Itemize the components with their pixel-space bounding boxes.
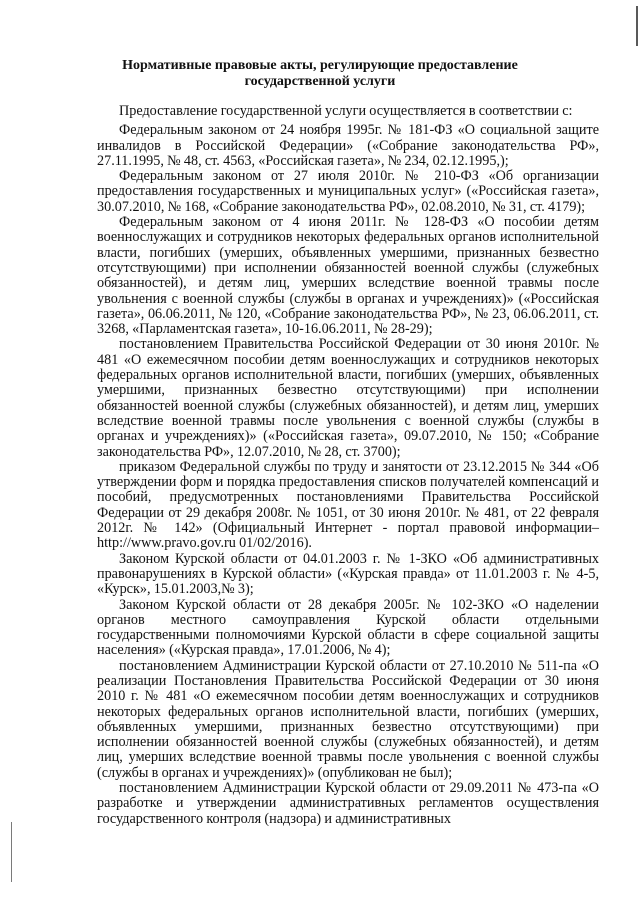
legal-act-paragraph: приказом Федеральной службы по труду и занятости от 23.12.2015 № 344 «Об утверждении форм и порядка предоставления списков получателей компенсаций и пособий, предусмотренных постановлениями Правительства Российской Федерации от 29 декабря 2008г. № 1051, от 30 июня 2010г. № 481, от 22 февраля 2012г. № 142» (Официальный Интернет - портал правовой информации–http://www.pravo.gov.ru 01/02/2016). [97,458,599,552]
legal-act-paragraph: Федеральным законом от 27 июля 2010г. № 210-ФЗ «Об организации предоставления государственных и муниципальных услуг» («Российская газета», 30.07.2010, № 168, «Собрание законодательства РФ», 02.08.2010, № 31, ст. 4179); [97,168,599,215]
scan-edge-mark [11,822,12,882]
legal-act-paragraph: постановлением Администрации Курской области от 27.10.2010 № 511-па «О реализации Постановления Правительства Российской Федерации от 30 июня 2010 г. № 481 «О ежемесячном пособии детям военнослужащих и сотрудников некоторых федеральных органов исполнительной власти, погибших (умерших, объявленных умершими, признанных безвестно отсутствующими) при исполнении обязанностей военной службы (служебных обязанностей), и детям лиц, умерших вследствие военной травмы после увольнения с военной службы (службы в органах и учреждениях)» (опубликован не был); [97,657,599,781]
title-line: Нормативные правовые акты, регулирующие предоставление [122,58,518,73]
legal-act-paragraph: Законом Курской области от 28 декабря 2005г. № 102-ЗКО «О наделении органов местного самоуправления Курской области отдельными государственными полномочиями Курской области в сфере социальной защиты населения» («Курская правда», 17.01.2006, № 4); [97,596,599,659]
legal-act-paragraph: Законом Курской области от 04.01.2003 г. № 1-ЗКО «Об административных правонарушениях в Курской области» («Курская правда» от 11.01.2003 г. № 4-5, «Курск», 15.01.2003,№ 3); [97,550,599,598]
title-line: государственной услуги [244,74,396,89]
page-title [110,58,530,90]
scan-edge-mark [636,6,638,46]
intro-paragraph: Предоставление государственной услуги осуществляется в соответствии с: [119,103,573,119]
document-body [97,104,599,827]
legal-act-paragraph: Федеральным законом от 24 ноября 1995г. № 181-ФЗ «О социальной защите инвалидов в Российской Федерации» («Собрание законодательства РФ», 27.11.1995, № 48, ст. 4563, «Российская газета», № 234, 02.12.1995,); [97,122,599,169]
legal-act-paragraph: постановлением Администрации Курской области от 29.09.2011 № 473-па «О разработке и утверждении административных регламентов осуществления государственного контроля (надзора) и административных [97,780,599,827]
legal-act-paragraph: Федеральным законом от 4 июня 2011г. № 128-ФЗ «О пособии детям военнослужащих и сотрудников некоторых федеральных органов исполнительной власти, погибших (умерших, объявленных умершими, признанных безвестно отсутствующими) при исполнении обязанностей военной службы (служебных обязанностей), и детям лиц, умерших вследствие военной травмы после увольнения с военной службы (службы в органах и учреждениях)» («Российская газета», 06.06.2011, № 120, «Собрание законодательства РФ», № 23, 06.06.2011, ст. 3268, «Парламентская газета», 10-16.06.2011, № 28-29); [97,214,599,338]
legal-act-paragraph: постановлением Правительства Российской Федерации от 30 июня 2010г. № 481 «О ежемесячном пособии детям военнослужащих и сотрудников некоторых федеральных органов исполнительной власти, погибших (умерших, объявленных умершими, признанных безвестно отсутствующими) при исполнении обязанностей военной службы (служебных обязанностей), и детям лиц, умерших вследствие военной травмы после увольнения с военной службы (службы в органах и учреждениях)» («Российская газета», 09.07.2010, № 150; «Собрание законодательства РФ», 12.07.2010, № 28, ст. 3700); [97,336,599,460]
